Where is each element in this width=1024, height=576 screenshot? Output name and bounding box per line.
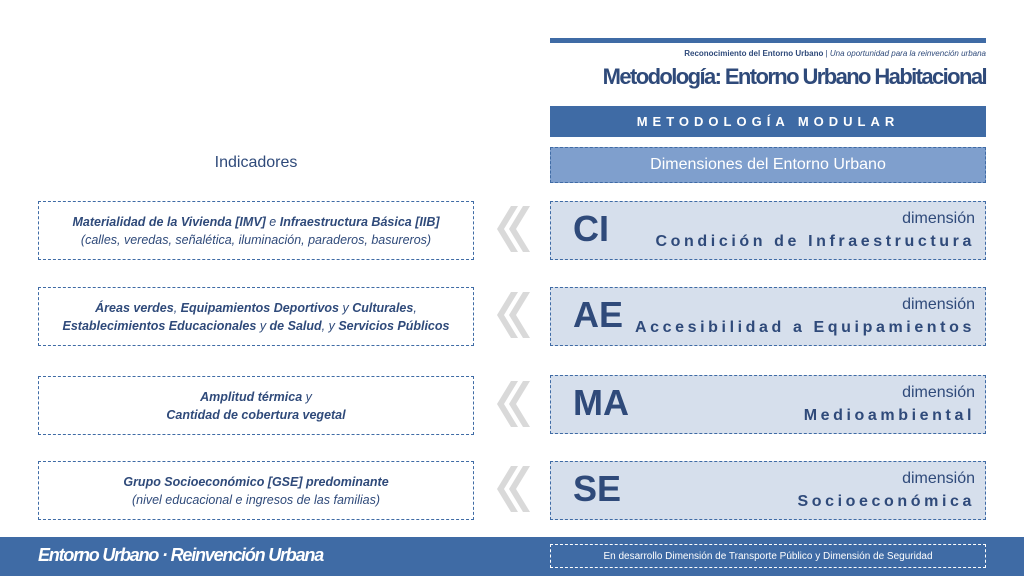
indicator-bold-text: Áreas verdes: [95, 300, 174, 315]
indicator-bold-text: Culturales: [352, 300, 414, 315]
indicator-text: y: [302, 389, 312, 404]
subtitle-separator: |: [825, 49, 828, 58]
header-rule: [550, 38, 986, 43]
dimension-box-ci: [550, 201, 986, 260]
indicator-bold-text: Materialidad de la Vivienda [IMV]: [72, 214, 266, 229]
indicator-bold-text: Amplitud térmica: [200, 389, 303, 404]
footer-note: En desarrollo Dimensión de Transporte Público y Dimensión de Seguridad: [550, 544, 986, 568]
indicators-heading: Indicadores: [214, 154, 298, 171]
dimension-box-se: [550, 461, 986, 520]
indicator-text: y: [256, 318, 270, 333]
footer-bar: [0, 537, 1024, 576]
indicator-text: , y: [321, 318, 339, 333]
indicator-line: [95, 299, 417, 317]
header-subtitle: [684, 49, 986, 58]
indicator-bold-text: Cantidad de cobertura vegetal: [166, 407, 346, 422]
indicator-text: (calles, veredas, señalética, iluminación, paraderos, basureros): [80, 232, 432, 247]
dimension-label: dimensión: [902, 296, 975, 313]
indicator-line: [166, 406, 345, 424]
indicator-line: [132, 491, 380, 509]
indicator-bold-text: Servicios Públicos: [338, 318, 450, 333]
indicator-text: y: [339, 300, 353, 315]
indicator-text: e: [265, 214, 280, 229]
dimension-name: Accesibilidad a Equipamientos: [634, 319, 975, 336]
double-chevron-left-icon: [494, 290, 530, 340]
indicator-box-ci: [38, 201, 474, 260]
indicator-box-ma: [38, 376, 474, 435]
indicator-line: [123, 473, 388, 491]
page-title: Metodología: Entorno Urbano Habitacional: [602, 64, 986, 89]
indicator-line: [81, 231, 431, 249]
dimension-name: Socioeconómica: [797, 493, 975, 510]
dimension-box-ae: [550, 287, 986, 346]
indicator-bold-text: Establecimientos Educacionales: [62, 318, 257, 333]
dimension-label: dimensión: [902, 384, 975, 401]
indicator-box-se: [38, 461, 474, 520]
dimension-abbr: CI: [573, 208, 609, 249]
dimensions-heading: Dimensiones del Entorno Urbano: [550, 147, 986, 183]
double-chevron-left-icon: [494, 379, 530, 429]
indicator-text: ,: [413, 300, 417, 315]
dimension-abbr: MA: [573, 382, 629, 423]
dimension-name: Condición de Infraestructura: [655, 233, 975, 250]
double-chevron-left-icon: [494, 204, 530, 254]
indicator-line: [200, 388, 312, 406]
dimension-box-ma: [550, 375, 986, 434]
dimension-name: Medioambiental: [803, 407, 975, 424]
indicator-bold-text: Grupo Socioeconómico [GSE] predominante: [123, 474, 389, 489]
dimension-abbr: AE: [573, 294, 624, 335]
indicator-text: ,: [173, 300, 181, 315]
methodology-banner: METODOLOGÍA MODULAR: [550, 106, 986, 137]
subtitle-italic: Una oportunidad para la reinvención urbana: [829, 49, 986, 58]
footer-brand: Entorno Urbano · Reinvención Urbana: [38, 545, 324, 565]
indicator-text: (nivel educacional e ingresos de las familias): [131, 492, 381, 507]
dimension-abbr: SE: [573, 468, 622, 509]
subtitle-bold: Reconocimiento del Entorno Urbano: [684, 49, 824, 58]
dimension-label: dimensión: [902, 470, 975, 487]
indicator-box-ae: [38, 287, 474, 346]
indicator-bold-text: de Salud: [269, 318, 322, 333]
indicator-bold-text: Equipamientos Deportivos: [180, 300, 339, 315]
double-chevron-left-icon: [494, 464, 530, 514]
indicator-line: [72, 213, 439, 231]
indicator-bold-text: Infraestructura Básica [IIB]: [279, 214, 440, 229]
indicator-line: [63, 317, 450, 335]
dimension-label: dimensión: [902, 210, 975, 227]
